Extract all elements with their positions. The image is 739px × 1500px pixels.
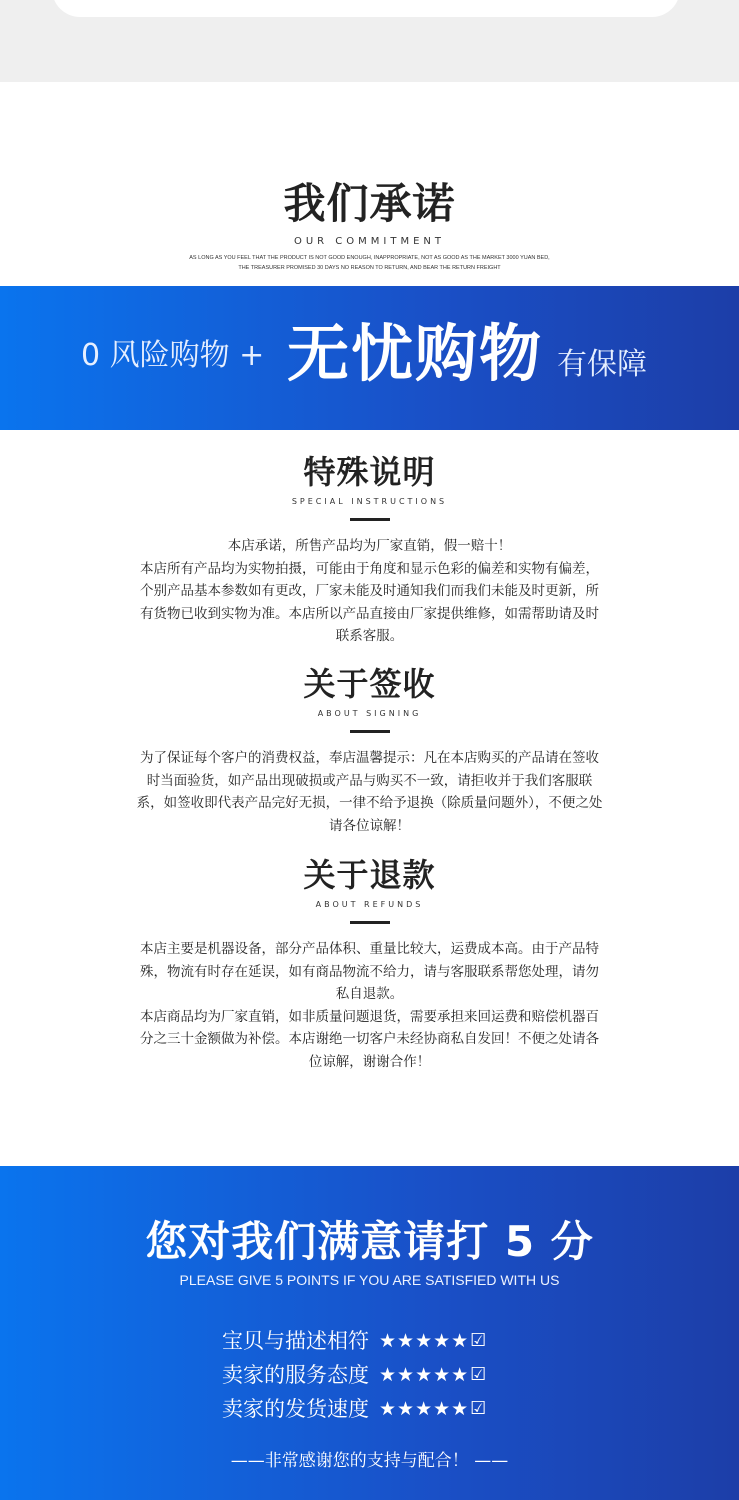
five-star-icon: ★★★★★	[379, 1330, 470, 1352]
commitment-note-line1: AS LONG AS YOU FEEL THAT THE PRODUCT IS NOT GOOD ENOUGH, INAPPROPRIATE, NOT AS GOOD AS THE MARKET 3000 YUAN BED,	[189, 255, 550, 261]
section-title: 特殊说明	[303, 453, 436, 491]
rating-row-description	[222, 1324, 542, 1358]
section-subtitle: ABOUT SIGNING	[317, 709, 422, 718]
worry-free-banner	[0, 286, 739, 430]
commitment-note	[0, 253, 739, 273]
section-about-refunds	[0, 855, 739, 1073]
section-paragraph: 本店主要是机器设备，部分产品体积、重量比较大，运费成本高。由于产品特殊，物流有时存在延误，如有商品物流不给力，请与客服联系帮您处理，请勿私自退款。	[140, 941, 599, 1002]
banner-left-text: 0 风险购物 +	[81, 338, 265, 373]
section-divider	[350, 518, 390, 521]
section-divider	[350, 730, 390, 733]
section-special-instructions	[0, 452, 739, 648]
top-card	[52, 0, 680, 17]
checkbox-icon: ☑	[470, 1364, 487, 1385]
checkbox-icon: ☑	[470, 1398, 487, 1419]
section-body	[135, 535, 605, 648]
section-title: 关于退款	[303, 856, 436, 894]
section-body	[135, 938, 605, 1073]
rating-label: 卖家的服务态度	[222, 1363, 369, 1387]
thanks-text: ——非常感谢您的支持与配合！ ——	[230, 1451, 509, 1471]
section-paragraph: 本店所有产品均为实物拍摄，可能由于角度和显示色彩的偏差和实物有偏差，个别产品基本参数如有更改，厂家未能及时通知我们而我们未能及时更新，所有货物已收到实物为准。本店所以产品直接由厂家提供维修，如需帮助请及时联系客服。	[140, 560, 599, 644]
rating-row-service	[222, 1358, 542, 1392]
five-star-icon: ★★★★★	[379, 1364, 470, 1386]
section-body	[135, 747, 605, 837]
banner-main-text: 无忧购物	[287, 317, 544, 390]
rating-row-shipping	[222, 1392, 542, 1426]
commitment-title: 我们承诺	[283, 179, 456, 228]
section-title: 关于签收	[303, 665, 436, 703]
rating-panel	[0, 1166, 739, 1500]
section-paragraph: 本店商品均为厂家直销，如非质量问题退货，需要承担来回运费和赔偿机器百分之三十金额做为补偿。本店谢绝一切客户未经协商私自发回！不便之处请各位谅解，谢谢合作！	[140, 1008, 599, 1070]
checkbox-icon: ☑	[470, 1330, 487, 1351]
commitment-header	[0, 82, 739, 286]
rating-subtitle: PLEASE GIVE 5 POINTS IF YOU ARE SATISFIED WITH US	[179, 1272, 560, 1288]
commitment-note-line2: THE TREASURER PROMISED 30 DAYS NO REASON TO RETURN, AND BEAR THE RETURN FREIGHT	[238, 265, 501, 271]
section-subtitle: ABOUT REFUNDS	[315, 900, 424, 909]
section-paragraph: 本店承诺，所售产品均为厂家直销，假一赔十！	[227, 538, 512, 554]
five-star-icon: ★★★★★	[379, 1398, 470, 1420]
rating-label: 宝贝与描述相符	[222, 1329, 369, 1353]
rating-title: 您对我们满意请打 5 分	[145, 1217, 594, 1266]
section-paragraph: 为了保证每个客户的消费权益，奉店温馨提示：凡在本店购买的产品请在签收时当面验货，如产品出现破损或产品与购买不一致，请拒收并于我们客服联系，如签收即代表产品完好无损，一律不给予退换（除质量问题外），不便之处请各位谅解！	[136, 750, 603, 834]
rating-list	[222, 1324, 542, 1426]
section-divider	[350, 921, 390, 924]
section-about-signing	[0, 664, 739, 837]
banner-right-text: 有保障	[557, 347, 647, 382]
rating-label: 卖家的发货速度	[222, 1397, 369, 1421]
commitment-subtitle: OUR COMMITMENT	[293, 236, 446, 247]
top-strip	[0, 0, 739, 82]
section-subtitle: SPECIAL INSTRUCTIONS	[291, 497, 448, 506]
